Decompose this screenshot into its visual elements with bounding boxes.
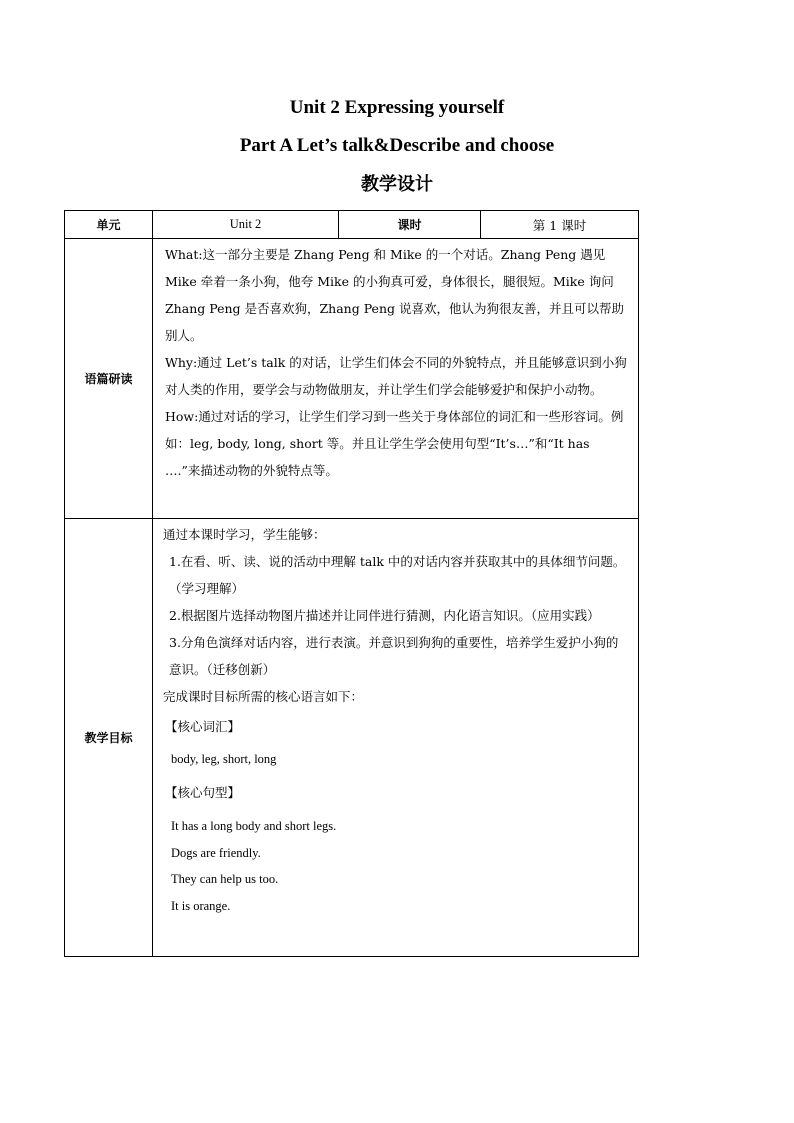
analysis-label: 语篇研读 (65, 239, 153, 519)
sentence-4: It is orange. (171, 898, 231, 913)
vocab-list: body, leg, short, long (171, 752, 277, 766)
sentence-2: Dogs are friendly. (171, 845, 261, 860)
goals-intro: 通过本课时学习，学生能够： (163, 527, 326, 542)
sentence-1: It has a long body and short legs. (171, 819, 337, 833)
period-value: 第 1 课时 (481, 211, 639, 239)
goals-content (153, 519, 639, 957)
sentence-heading: 【核心句型】 (165, 785, 241, 800)
analysis-content (153, 239, 639, 519)
analysis-why: Why:通过 Let’s talk 的对话，让学生们体会不同的外貌特点，并且能够意识到小狗对人类的作用，要学会与动物做朋友，并让学生们学会能够爱护和保护小动物。 (165, 355, 627, 397)
vocab-heading: 【核心词汇】 (165, 719, 241, 734)
unit-row (65, 211, 639, 239)
goals-label: 教学目标 (65, 519, 153, 957)
goals-row (65, 519, 639, 957)
core-language-intro: 完成课时目标所需的核心语言如下： (163, 689, 364, 704)
period-label: 课时 (339, 211, 481, 239)
document-title: Unit 2 Expressing yourself (289, 97, 505, 118)
lesson-plan-table (64, 210, 639, 957)
document-heading: 教学设计 (361, 174, 433, 195)
analysis-how: How:通过对话的学习，让学生们学习到一些关于身体部位的词汇和一些形容词。例如：leg, body, long, short 等。并且让学生学会使用句型“It’s…”和“It has ….”来描述动物的外貌特点等。 (165, 409, 624, 478)
unit-value: Unit 2 (153, 211, 339, 239)
goal-item-1: 1.在看、听、读、说的活动中理解 talk 中的对话内容并获取其中的具体细节问题。（学习理解） (169, 554, 626, 596)
sentence-3: They can help us too. (171, 872, 279, 886)
analysis-what: What:这一部分主要是 Zhang Peng 和 Mike 的一个对话。Zhang Peng 遇见 Mike 牵着一条小狗，他夸 Mike 的小狗真可爱，身体很长，腿很短。Mike 询问 Zhang Peng 是否喜欢狗，Zhang Peng 说喜欢，他认为狗很友善，并且可以帮助别人。 (165, 247, 624, 343)
goal-item-2: 2.根据图片选择动物图片描述并让同伴进行猜测，内化语言知识。（应用实践） (169, 608, 600, 623)
document-subtitle: Part A Let’s talk&Describe and choose (239, 135, 555, 156)
goal-item-3: 3.分角色演绎对话内容，进行表演。并意识到狗狗的重要性，培养学生爱护小狗的意识。（迁移创新） (169, 635, 619, 677)
analysis-row (65, 239, 639, 519)
unit-label: 单元 (65, 211, 153, 239)
